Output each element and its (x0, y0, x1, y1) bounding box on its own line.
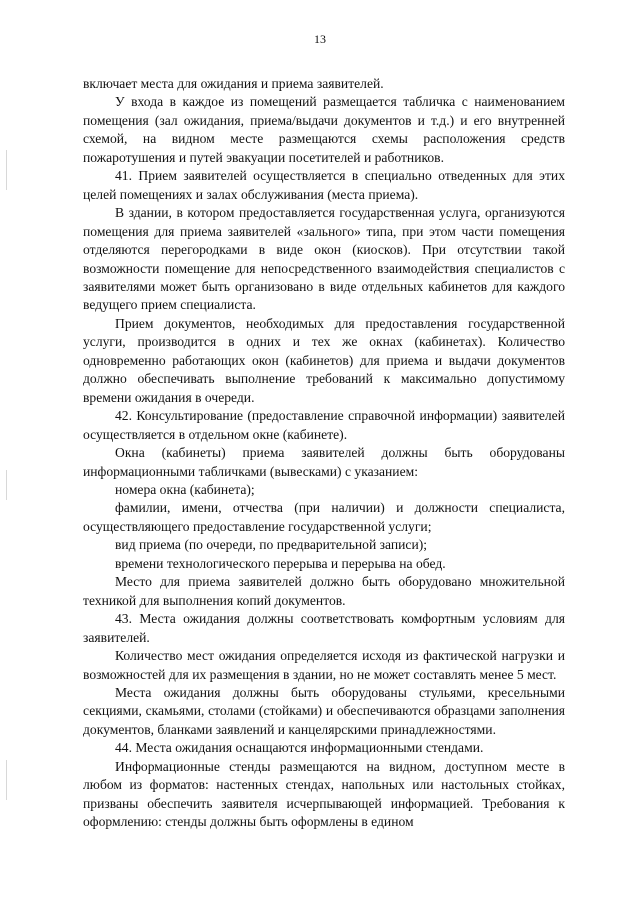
paragraph: 43. Места ожидания должны соответствовать комфортным условиям для заявителей. (83, 611, 565, 645)
list-item: времени технологического перерыва и перерыва на обед. (115, 555, 446, 571)
list-item: фамилии, имени, отчества (при наличии) и должности специалиста, осуществляющего предоставление государственной услуги; (83, 500, 565, 534)
paragraph: У входа в каждое из помещений размещается табличка с наименованием помещения (зал ожидания, приема/выдачи документов и т.д.) и его внутренней схемой, на видном месте размещаются схемы расположения средств пожаротушения и путей эвакуации посетителей и работников. (83, 94, 565, 165)
paragraph: Места ожидания должны быть оборудованы стульями, кресельными секциями, скамьями, столами (стойками) и обеспечиваются образцами заполнения документов, бланками заявлений и канцелярскими принадлежностями. (83, 684, 565, 737)
paragraph: Прием документов, необходимых для предоставления государственной услуги, производится в одних и тех же окнах (кабинетах). Количество одновременно работающих окон (кабинетов) для приема и выдачи документов должно обеспечивать выполнение требований к максимально допустимому времени ожидания в очереди. (83, 315, 565, 405)
scan-edge-mark (6, 150, 7, 190)
paragraph: В здании, в котором предоставляется государственная услуга, организуются помещения для приема заявителей «зального» типа, при этом части помещения отделяются перегородками в виде окон (киосков). При отсутствии такой возможности помещение для непосредственного взаимодействия специалистов с заявителями может быть организовано в виде отдельных кабинетов для каждого ведущего прием специалиста. (83, 205, 565, 313)
document-body (83, 75, 565, 832)
paragraph: Место для приема заявителей должно быть оборудовано множительной техникой для выполнения копий документов. (83, 574, 565, 608)
scan-edge-mark (6, 470, 7, 500)
paragraph: Количество мест ожидания определяется исходя из фактической нагрузки и возможностей для их размещения в здании, но не может составлять менее 5 мест. (83, 648, 565, 682)
paragraph: включает места для ожидания и приема заявителей. (83, 76, 384, 91)
list-item: номера окна (кабинета); (115, 481, 255, 497)
scan-edge-mark (6, 760, 7, 800)
paragraph: Информационные стенды размещаются на видном, доступном месте в любом из форматов: настенных стендах, напольных или настольных стойках, призваны обеспечить заявителя исчерпывающей информацией. Требования к оформлению: стенды должны быть оформлены в едином (83, 758, 565, 830)
page-number: 13 (314, 32, 326, 46)
paragraph: 42. Консультирование (предоставление справочной информации) заявителей осуществляется в отдельном окне (кабинете). (83, 408, 565, 442)
paragraph: Окна (кабинеты) приема заявителей должны быть оборудованы информационными табличками (вывесками) с указанием: (83, 445, 565, 479)
paragraph: 44. Места ожидания оснащаются информационными стендами. (115, 740, 484, 756)
list-item: вид приема (по очереди, по предварительной записи); (115, 537, 428, 553)
paragraph: 41. Прием заявителей осуществляется в специально отведенных для этих целей помещениях и залах обслуживания (места приема). (83, 168, 565, 202)
